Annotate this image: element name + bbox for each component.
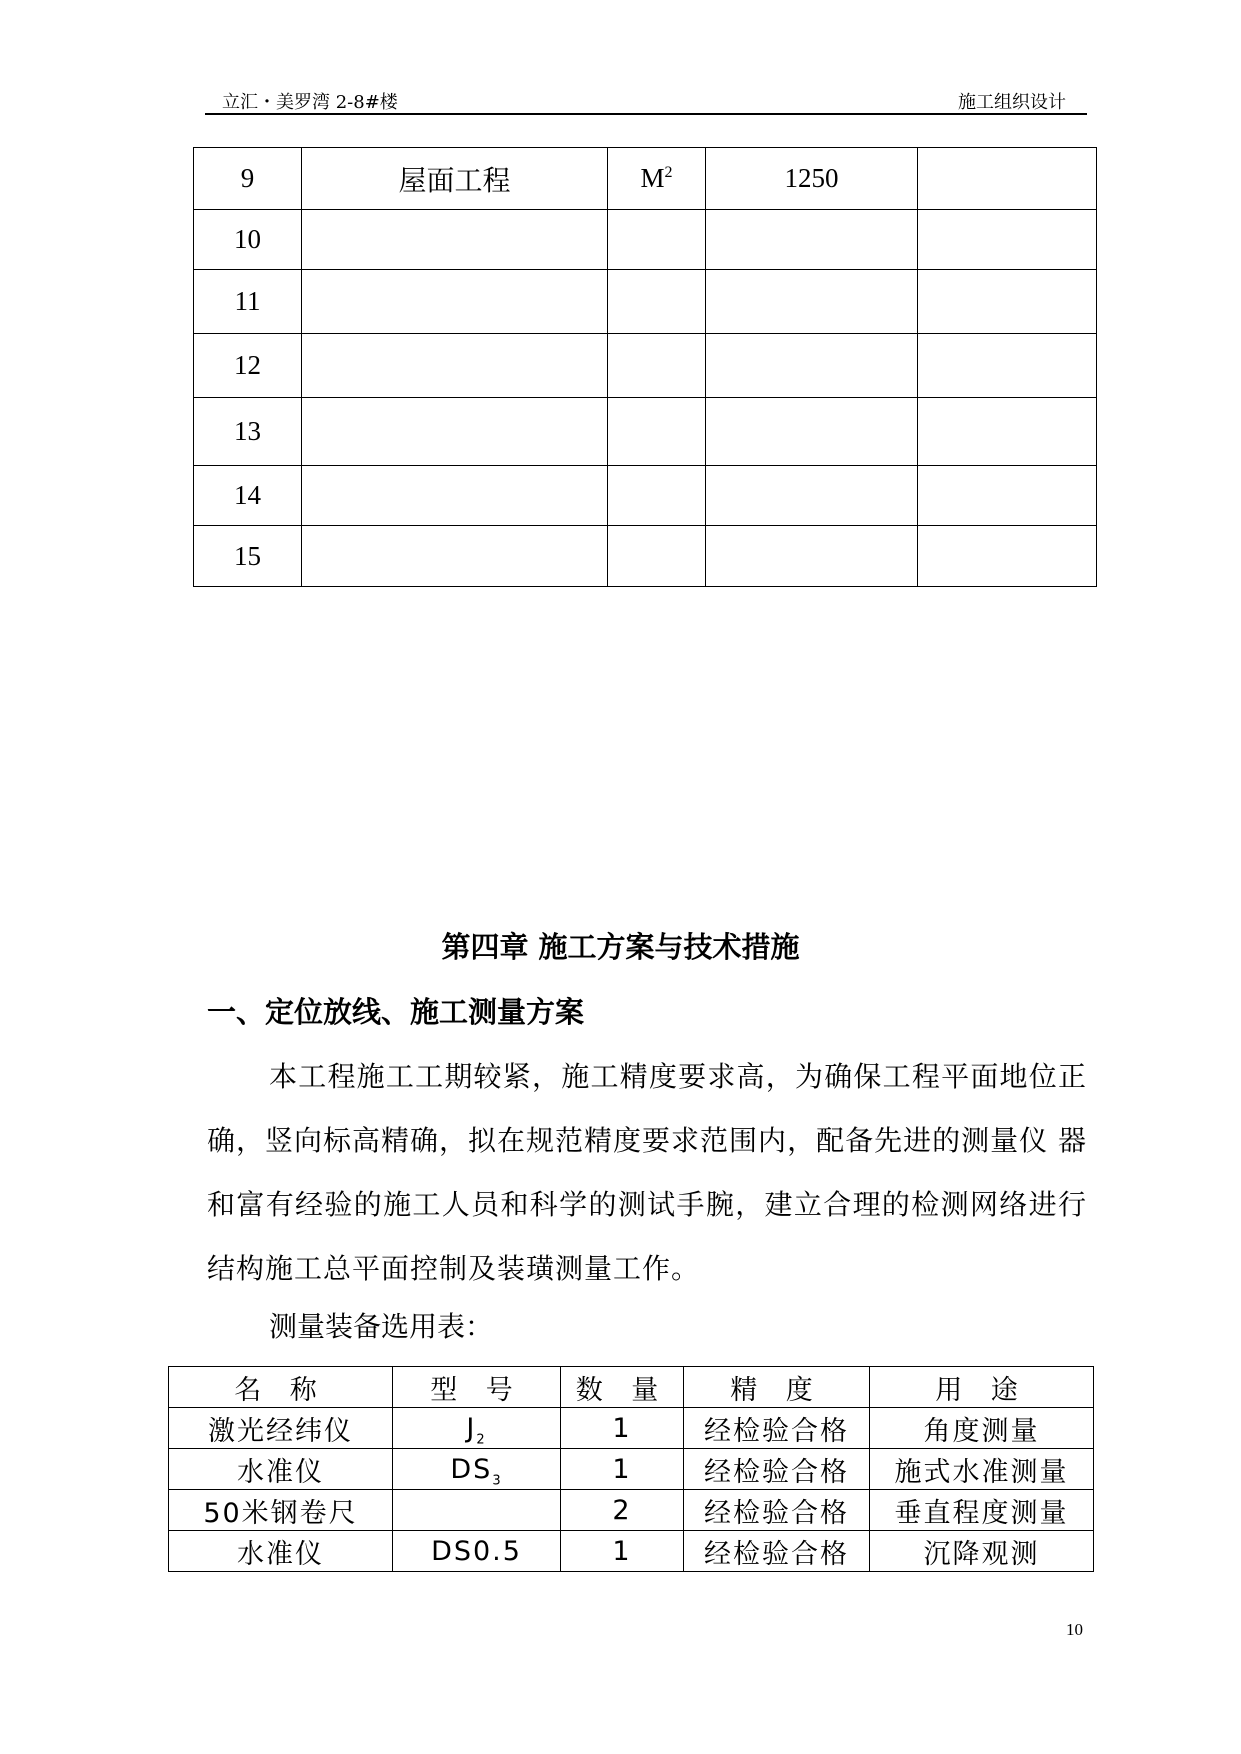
page-number: 10 (1066, 1620, 1083, 1639)
header-divider (205, 113, 1087, 115)
table-row (194, 466, 1097, 526)
equipment-precision: 经检验合格 (684, 1490, 870, 1531)
table-row (194, 334, 1097, 398)
unit (608, 526, 706, 587)
equipment-use: 垂直程度测量 (870, 1490, 1094, 1531)
equipment-model: DS0.5 (393, 1531, 561, 1572)
unit (608, 466, 706, 526)
equipment-table (168, 1366, 1094, 1572)
quantity (706, 210, 918, 270)
row-number: 15 (194, 526, 302, 587)
item-name: 屋面工程 (302, 148, 608, 210)
equipment-count: 1 (561, 1408, 684, 1449)
equipment-name: 水准仪 (169, 1531, 393, 1572)
equipment-model (393, 1490, 561, 1531)
note (918, 398, 1097, 466)
quantity (706, 398, 918, 466)
row-number: 14 (194, 466, 302, 526)
quantity-table (193, 147, 1097, 587)
note (918, 210, 1097, 270)
equipment-use: 角度测量 (870, 1408, 1094, 1449)
equipment-model: DS (450, 1453, 493, 1485)
table-row (169, 1408, 1094, 1449)
table-row (169, 1531, 1094, 1572)
note (918, 466, 1097, 526)
equipment-name: 水准仪 (169, 1449, 393, 1490)
body-paragraph: 本工程施工工期较紧，施工精度要求高，为确保工程平面地位正确，竖向标高精确，拟在规范精度要求范围内，配备先进的测量仪 器和富有经验的施工人员和科学的测试手腕，建立合理的检测网络进行结构施工总平面控制及装璜测量工作。 (207, 1060, 1087, 1285)
table-caption: 测量装备选用表： (269, 1310, 494, 1343)
quantity (706, 526, 918, 587)
equipment-use: 施式水准测量 (870, 1449, 1094, 1490)
section-title: 一、定位放线、施工测量方案 (207, 995, 585, 1029)
item-name (302, 210, 608, 270)
column-header-precision: 精 度 (684, 1367, 870, 1408)
unit-superscript: 2 (664, 164, 673, 181)
equipment-precision: 经检验合格 (684, 1531, 870, 1572)
item-name (302, 526, 608, 587)
quantity (706, 466, 918, 526)
item-name (302, 398, 608, 466)
row-number: 13 (194, 398, 302, 466)
note (918, 334, 1097, 398)
item-name (302, 270, 608, 334)
row-number: 10 (194, 210, 302, 270)
unit (608, 334, 706, 398)
table-row (169, 1490, 1094, 1531)
equipment-precision: 经检验合格 (684, 1449, 870, 1490)
unit: M (640, 163, 665, 193)
table-row (194, 270, 1097, 334)
table-row (194, 210, 1097, 270)
table-row (194, 148, 1097, 210)
quantity (706, 334, 918, 398)
table-header-row (169, 1367, 1094, 1408)
equipment-model-cell (393, 1408, 561, 1449)
table-row (169, 1449, 1094, 1490)
note (918, 148, 1097, 210)
equipment-use: 沉降观测 (870, 1531, 1094, 1572)
table-row (194, 526, 1097, 587)
column-header-model: 型 号 (393, 1367, 561, 1408)
equipment-model: J (466, 1412, 477, 1444)
column-header-use: 用 途 (870, 1367, 1094, 1408)
header-document-title: 施工组织设计 (958, 92, 1066, 113)
row-number: 12 (194, 334, 302, 398)
quantity: 1250 (706, 148, 918, 210)
item-name (302, 466, 608, 526)
equipment-count: 1 (561, 1449, 684, 1490)
row-number: 9 (194, 148, 302, 210)
model-subscript: 3 (492, 1472, 503, 1488)
column-header-count: 数 量 (561, 1367, 684, 1408)
chapter-title: 第四章 施工方案与技术措施 (441, 930, 800, 964)
equipment-count: 2 (561, 1490, 684, 1531)
item-name (302, 334, 608, 398)
equipment-model-cell (393, 1449, 561, 1490)
quantity (706, 270, 918, 334)
unit (608, 270, 706, 334)
unit-cell (608, 148, 706, 210)
note (918, 526, 1097, 587)
unit (608, 398, 706, 466)
note (918, 270, 1097, 334)
equipment-name: 50米钢卷尺 (169, 1490, 393, 1531)
equipment-name: 激光经纬仪 (169, 1408, 393, 1449)
column-header-name: 名 称 (169, 1367, 393, 1408)
unit (608, 210, 706, 270)
row-number: 11 (194, 270, 302, 334)
equipment-precision: 经检验合格 (684, 1408, 870, 1449)
header-project-name: 立汇・美罗湾 2-8#楼 (222, 92, 398, 113)
equipment-count: 1 (561, 1531, 684, 1572)
model-subscript: 2 (476, 1431, 487, 1447)
table-row (194, 398, 1097, 466)
